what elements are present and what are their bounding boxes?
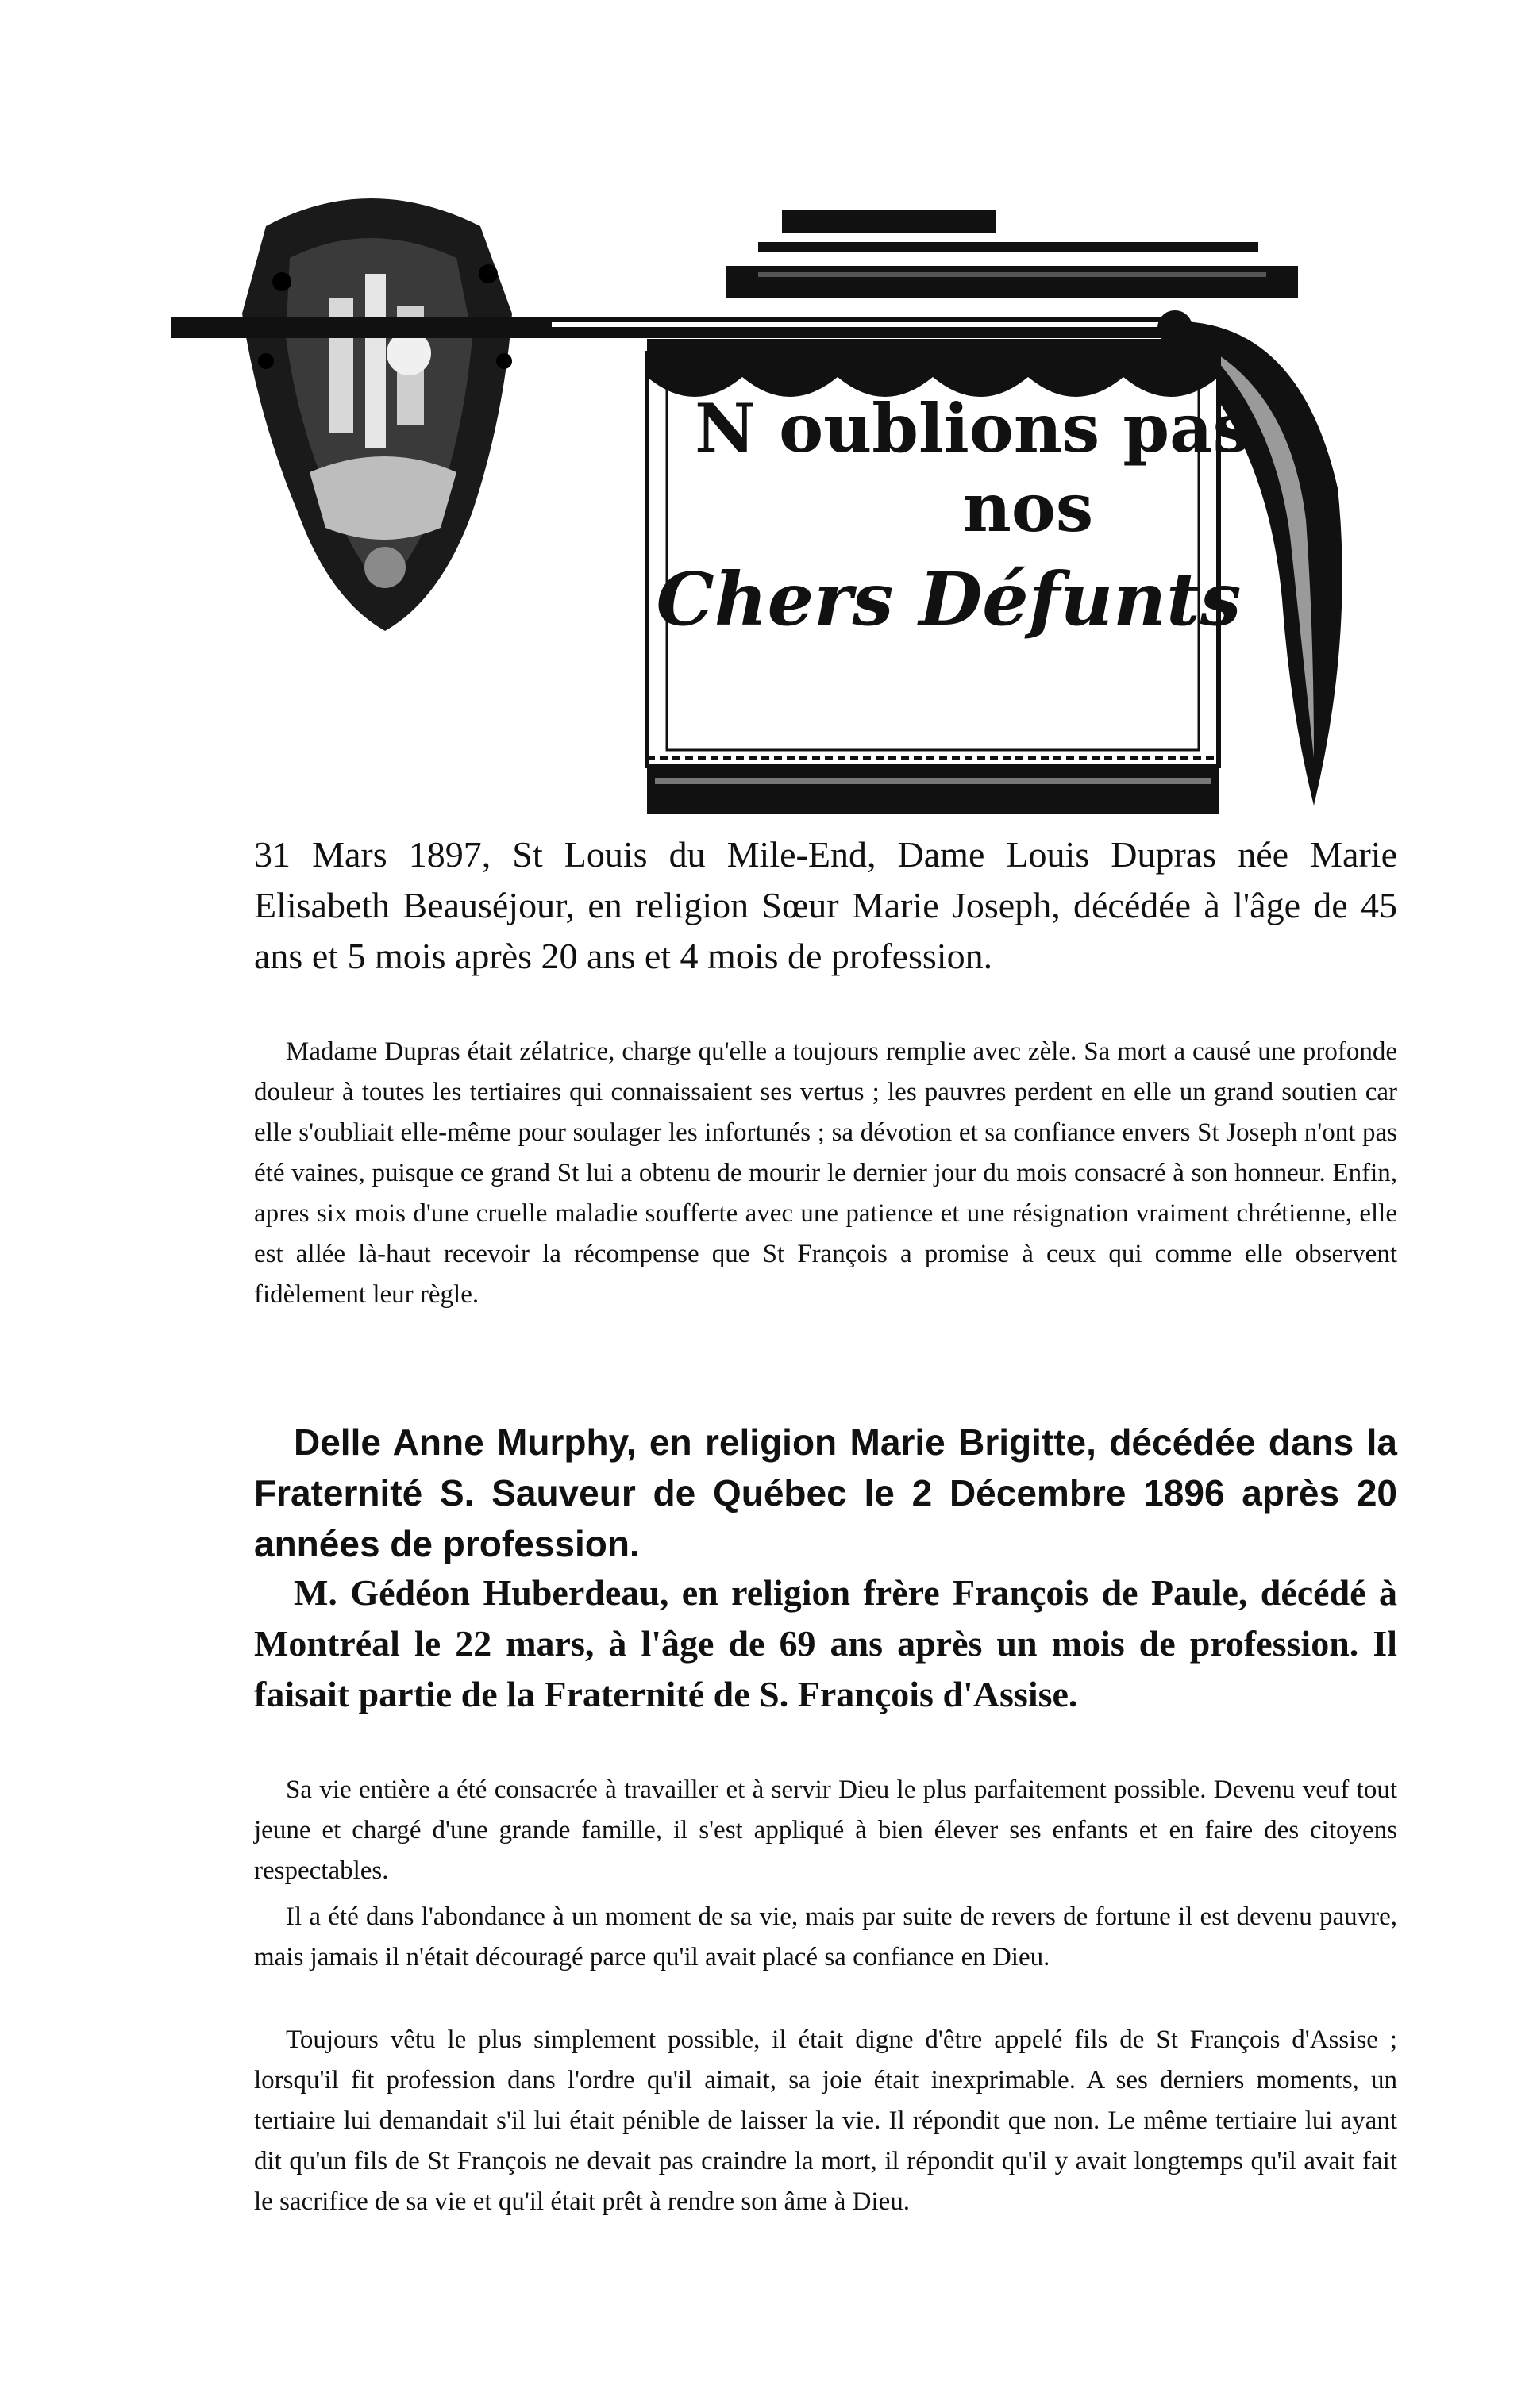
banner-title-line-2: nos xyxy=(962,468,1094,547)
obituary-tribute-huberdeau-1: Sa vie entière a été consacrée à travailler et à servir Dieu le plus parfaitement possible. Devenu veuf tout jeune et chargé d'une grande famille, il s'est appliqué à bien élever ses enfants et en faire des citoyens respectables. xyxy=(254,1775,1397,1885)
banner-title xyxy=(656,381,1286,683)
obituary-notice-murphy: Delle Anne Murphy, en religion Marie Brigitte, décédée dans la Fraternité S. Sauveur de Québec le 2 Décembre 1896 après 20 années de profession. xyxy=(254,1421,1397,1564)
obituary-tribute-huberdeau-2: Il a été dans l'abondance à un moment de sa vie, mais par suite de revers de fortune il est devenu pauvre, mais jamais il n'était découragé parce qu'il avait placé sa confiance en Dieu. xyxy=(254,1902,1397,1971)
obituary-tribute-huberdeau-3: Toujours vêtu le plus simplement possible, il était digne d'être appelé fils de St François d'Assise ; lorsqu'il fit profession dans l'ordre qu'il aimait, sa joie était inexprimable. A ses derniers moments, un tertiaire lui demandait s'il lui était pénible de laisser la vie. Il répondit que non. Le même tertiaire lui ayant dit qu'un fils de St François ne devait pas craindre la mort, il répondit qu'il y avait longtemps qu'il avait fait le sacrifice de sa vie et qu'il était prêt à rendre son âme à Dieu. xyxy=(254,2025,1397,2216)
obituary-tribute-dupras: Madame Dupras était zélatrice, charge qu'elle a toujours remplie avec zèle. Sa mort a causé une profonde douleur à toutes les tertiaires qui connaissaient ses vertus ; les pauvres perdent en elle un grand soutien car elle s'oubliait elle-même pour soulager les infortunés ; sa dévotion et sa confiance envers St Joseph n'ont pas été vaines, puisque ce grand St lui a obtenu de mourir le dernier jour du mois consacré à son honneur. Enfin, apres six mois d'une cruelle maladie soufferte avec une patience et une résignation vraiment chrétienne, elle est allée là-haut recevoir la récompense que St François a promise à ceux qui comme elle observent fidèlement leur règle. xyxy=(254,1037,1397,1309)
banner-title-line-3: Chers Défunts xyxy=(656,556,1242,642)
decorative-lettering-band xyxy=(726,210,1298,298)
obituary-notice-dupras: 31 Mars 1897, St Louis du Mile-End, Dame Louis Dupras née Marie Elisabeth Beauséjour, en religion Sœur Marie Joseph, décédée à l'âge de 45 ans et 5 mois après 20 ans et 4 mois de profession. xyxy=(254,834,1397,976)
obituary-notice-huberdeau: M. Gédéon Huberdeau, en religion frère François de Paule, décédé à Montréal le 22 mars, à l'âge de 69 ans après un mois de profession. Il faisait partie de la Fraternité de S. François d'Assise. xyxy=(254,1572,1397,1714)
banner-title-line-1: N oublions pas xyxy=(695,389,1250,467)
religious-cartouche-emblem xyxy=(242,198,512,631)
